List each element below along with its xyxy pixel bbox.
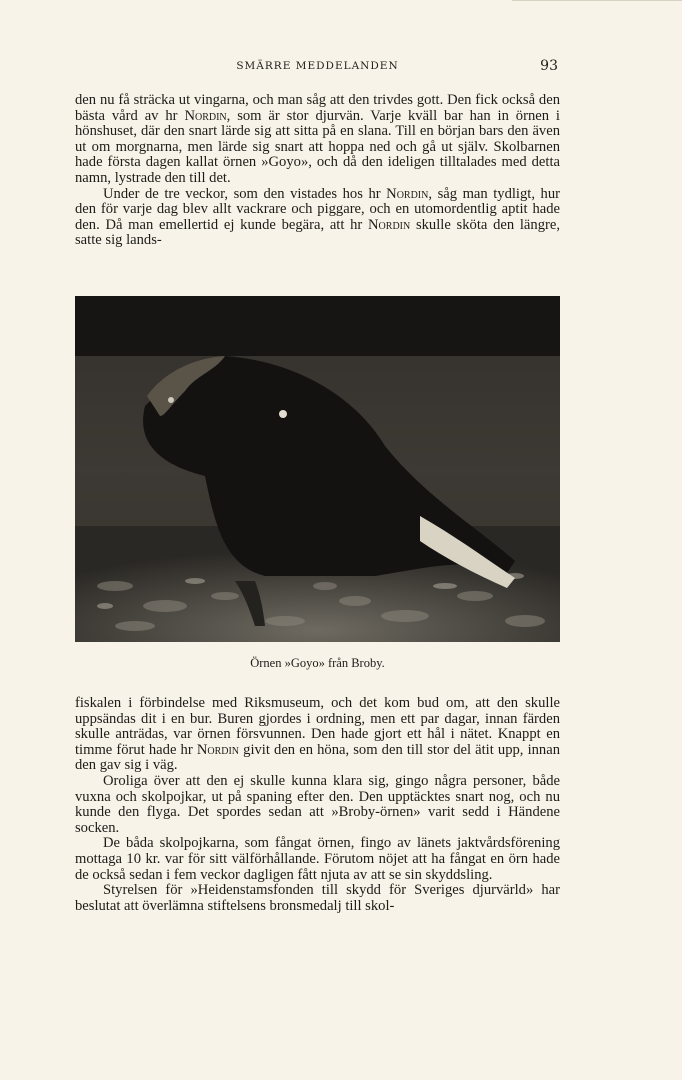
paragraph: Styrelsen för »Heidenstamsfonden till skydd för Sveriges djurvärld» har beslutat att överlämna stiftelsens bronsmedalj till skol- bbox=[75, 882, 560, 914]
person-name: Nordin bbox=[386, 185, 429, 202]
paragraph: De båda skolpojkarna, som fångat örnen, fingo av länets jaktvårdsförening mottaga 10 kr. var för sitt välförhållande. Förutom nöjet att ha fångat en örn hade de också sedan i fem veckor dagligen fått njuta av att se sin skyddsling. bbox=[75, 835, 560, 883]
person-name: Nordin bbox=[184, 107, 227, 124]
text-block-top bbox=[75, 93, 560, 249]
paragraph: Under de tre veckor, som den vistades hos hr Nordin, såg man tydligt, hur den för varje dag blev allt vackrare och piggare, och en utomordentlig aptit hade den. Då man emellertid ej kunde begära, att hr Nordin skulle sköta den längre, satte sig lands- bbox=[75, 185, 560, 249]
eagle-photo bbox=[75, 296, 560, 642]
page-number: 93 bbox=[540, 58, 558, 74]
paragraph: den nu få sträcka ut vingarna, och man såg att den trivdes gott. Den fick också den bästa vård av hr Nordin, som är stor djurvän. Varje kväll bar han in örnen i hönshuset, där den snart lärde sig att sitta på en slana. Till en början bars den även ut om morgnarna, men lärde sig snart att hoppa ned och gå ut själv. Skolbarnen hade första dagen kallat örnen »Goyo», och då den ideligen tilltalades med detta namn, lystrade den till det. bbox=[75, 92, 560, 186]
eagle-photo-icon bbox=[75, 296, 560, 642]
figure-caption: Örnen »Goyo» från Broby. bbox=[250, 656, 385, 670]
person-name: Nordin bbox=[368, 216, 411, 233]
running-title: SMÄRRE MEDDELANDEN bbox=[236, 60, 399, 72]
paragraph: Oroliga över att den ej skulle kunna klara sig, gingo några personer, både vuxna och skolpojkar, ut på spaning efter den. Den upptäcktes snart nog, och nu kunde den flyga. Det spordes sedan att »Broby-örnen» varit sedd i Händene socken. bbox=[75, 772, 560, 836]
page-edge-line bbox=[512, 0, 682, 1]
text-block-bottom bbox=[75, 696, 560, 914]
person-name: Nordin bbox=[196, 741, 240, 758]
paragraph: fiskalen i förbindelse med Riksmuseum, och det kom bud om, att den skulle uppsändas dit i en bur. Buren gjordes i ordning, men ett par dagar, innan färden skulle anträdas, var örnen försvunnen. Den hade gjort ett hål i nätet. Knappt en timme förut hade hr Nordin givit den en höna, som den till stor del ätit upp, innan den gav sig i väg. bbox=[75, 695, 560, 774]
